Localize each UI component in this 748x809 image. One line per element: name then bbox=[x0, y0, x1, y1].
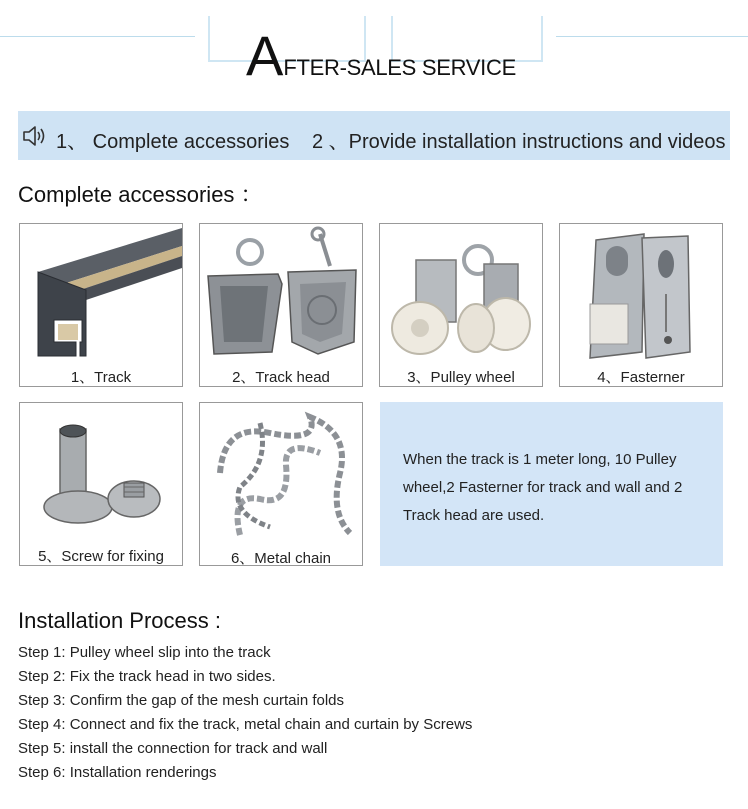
title-rest: FTER-SALES SERVICE bbox=[283, 55, 516, 80]
accessory-caption: 1、Track bbox=[70, 369, 132, 386]
accessories-heading: Complete accessories ： bbox=[18, 182, 263, 207]
accessory-card-track-head bbox=[199, 223, 363, 387]
fastener-image bbox=[560, 224, 722, 364]
page-title bbox=[246, 24, 516, 87]
accessory-caption: 3、Pulley wheel bbox=[407, 369, 515, 386]
accessory-caption: 4、Fasterner bbox=[597, 369, 685, 386]
header-line-left bbox=[0, 36, 195, 37]
accessory-caption: 6、Metal chain bbox=[230, 550, 332, 566]
banner-item-2: 2 、Provide installation instructions and videos bbox=[312, 131, 726, 153]
installation-heading: Installation Process : bbox=[18, 608, 221, 633]
accessory-card-fastener bbox=[559, 223, 723, 387]
installation-steps bbox=[18, 641, 472, 785]
installation-step: Step 3: Confirm the gap of the mesh curtain folds bbox=[18, 692, 345, 709]
track-head-image bbox=[200, 224, 362, 364]
screw-image bbox=[20, 403, 182, 543]
banner-item-1: 1、 Complete accessories bbox=[56, 131, 290, 153]
usage-note-text: When the track is 1 meter long, 10 Pulley wheel,2 Fasterner for track and wall and 2 Track head are used. bbox=[403, 451, 683, 524]
installation-step: Step 2: Fix the track head in two sides. bbox=[18, 668, 276, 685]
track-image bbox=[20, 224, 182, 364]
speaker-icon bbox=[22, 125, 48, 147]
installation-step: Step 1: Pulley wheel slip into the track bbox=[18, 644, 271, 661]
service-banner bbox=[18, 111, 730, 160]
usage-note bbox=[380, 402, 723, 566]
header-line-right bbox=[556, 36, 748, 37]
accessory-card-pulley-wheel bbox=[379, 223, 543, 387]
accessory-card-track bbox=[19, 223, 183, 387]
installation-step: Step 4: Connect and fix the track, metal chain and curtain by Screws bbox=[18, 716, 473, 733]
title-first-letter: A bbox=[246, 24, 284, 87]
accessory-card-metal-chain bbox=[199, 402, 363, 566]
metal-chain-image bbox=[200, 403, 362, 543]
installation-step: Step 6: Installation renderings bbox=[18, 764, 217, 781]
pulley-wheel-image bbox=[380, 224, 542, 364]
installation-step: Step 5: install the connection for track and wall bbox=[18, 740, 328, 757]
accessory-card-screw bbox=[19, 402, 183, 566]
accessory-caption: 5、Screw for fixing bbox=[38, 548, 164, 565]
accessory-caption: 2、Track head bbox=[232, 369, 330, 386]
